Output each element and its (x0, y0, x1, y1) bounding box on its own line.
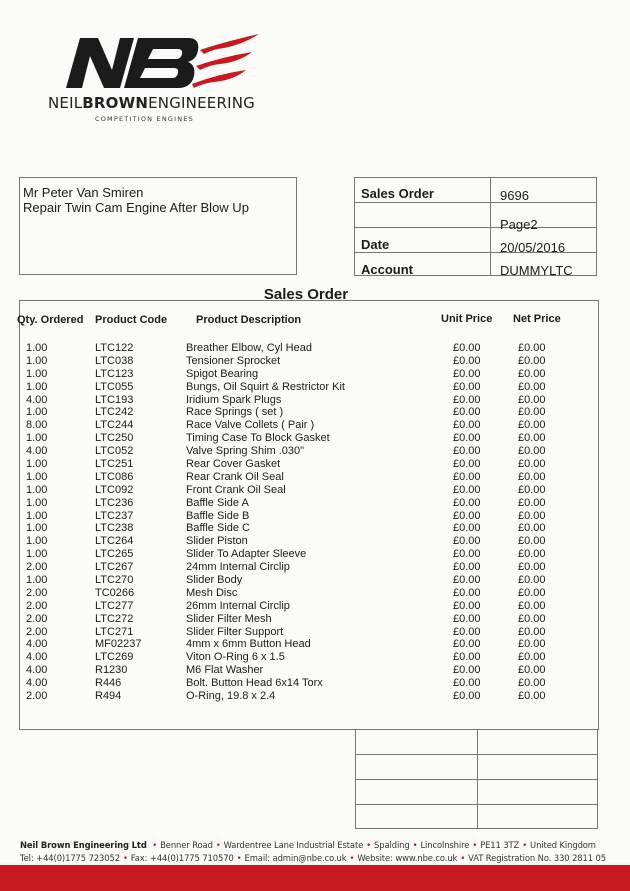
product-code-cell: R1230 (95, 664, 128, 677)
separator-dot: • (460, 853, 466, 863)
unit-price-cell: £0.00 (453, 509, 481, 522)
table-row (0, 510, 630, 523)
description-cell: Iridium Spark Plugs (186, 393, 282, 406)
unit-price-cell: £0.00 (453, 625, 481, 638)
qty-cell: 2.00 (26, 561, 48, 574)
qty-cell: 4.00 (26, 677, 48, 690)
table-row (0, 651, 630, 664)
product-code-cell: LTC250 (95, 432, 134, 445)
product-code-cell: LTC242 (95, 406, 134, 419)
footer-address-part: Lincolnshire (420, 840, 470, 850)
column-header-unit-price: Unit Price (441, 313, 493, 325)
qty-cell: 1.00 (26, 574, 48, 587)
column-header-qty: Qty. Ordered (17, 314, 84, 326)
net-price-cell: £0.00 (518, 419, 546, 432)
qty-cell: 8.00 (26, 419, 48, 432)
net-price-cell: £0.00 (518, 470, 546, 483)
table-row (0, 484, 630, 497)
product-code-cell: LTC270 (95, 574, 134, 587)
date-value: 20/05/2016 (500, 240, 566, 255)
footer-contact-part: Website: www.nbe.co.uk (357, 853, 458, 863)
page-title: Sales Order (263, 286, 349, 303)
unit-price-cell: £0.00 (453, 638, 481, 651)
description-cell: Tensioner Sprocket (186, 354, 281, 367)
description-cell: Rear Crank Oil Seal (186, 470, 284, 483)
product-code-cell: TC0266 (95, 586, 135, 599)
separator-dot: • (215, 840, 221, 850)
product-code-cell: LTC086 (95, 470, 134, 483)
account-label: Account (361, 262, 413, 277)
unit-price-cell: £0.00 (453, 483, 481, 496)
footer-contact-part: Email: admin@nbe.co.uk (244, 853, 347, 863)
qty-cell: 4.00 (26, 393, 48, 406)
unit-price-cell: £0.00 (453, 445, 481, 458)
net-price-cell: £0.00 (518, 612, 546, 625)
description-cell: Slider Piston (186, 535, 248, 548)
net-price-cell: £0.00 (518, 574, 546, 587)
table-row (0, 432, 630, 445)
date-row (355, 228, 596, 253)
net-price-cell: £0.00 (518, 690, 546, 703)
logo-letters-icon (66, 38, 198, 88)
footer-contact-part: Fax: +44(0)1775 710570 (130, 853, 234, 863)
table-row (0, 355, 630, 368)
product-code-cell: LTC038 (95, 354, 134, 367)
qty-cell: 1.00 (26, 483, 48, 496)
description-cell: Spigot Bearing (186, 367, 259, 380)
description-cell: Rear Cover Gasket (186, 458, 281, 471)
table-row (0, 445, 630, 458)
description-cell: 26mm Internal Circlip (186, 599, 290, 612)
description-cell: M6 Flat Washer (186, 664, 264, 677)
brand-name (48, 94, 255, 112)
table-row (0, 381, 630, 394)
unit-price-cell: £0.00 (453, 574, 481, 587)
net-price-cell: £0.00 (518, 496, 546, 509)
unit-price-cell: £0.00 (453, 342, 481, 354)
qty-cell: 4.00 (26, 664, 48, 677)
description-cell: Slider Filter Support (186, 625, 284, 638)
qty-cell: 2.00 (26, 586, 48, 599)
description-cell: Front Crank Oil Seal (186, 483, 286, 496)
qty-cell: 1.00 (26, 354, 48, 367)
separator-dot: • (366, 840, 372, 850)
table-row (0, 497, 630, 510)
table-row (0, 342, 630, 355)
table-row (0, 368, 630, 381)
footer-address-part: Benner Road (160, 840, 213, 850)
unit-price-cell: £0.00 (453, 393, 481, 406)
separator-dot: • (236, 853, 242, 863)
net-price-cell: £0.00 (518, 354, 546, 367)
separator-dot: • (122, 853, 128, 863)
description-cell: Viton O-Ring 6 x 1.5 (186, 651, 285, 664)
qty-cell: 4.00 (26, 651, 48, 664)
brand-tagline: COMPETITION ENGINES (95, 115, 194, 123)
product-code-cell: LTC122 (95, 342, 134, 354)
net-price-cell: £0.00 (518, 638, 546, 651)
footer-address-part: Spalding (374, 840, 410, 850)
unit-price-cell: £0.00 (453, 367, 481, 380)
net-price-cell: £0.00 (518, 458, 546, 471)
product-code-cell: LTC272 (95, 612, 134, 625)
column-header-code: Product Code (95, 314, 168, 326)
order-info-table (354, 177, 597, 276)
separator-dot: • (349, 853, 355, 863)
qty-cell: 2.00 (26, 625, 48, 638)
brand-name-bold: BROWN (82, 94, 149, 112)
table-row (0, 677, 630, 690)
unit-price-cell: £0.00 (453, 458, 481, 471)
table-row (0, 548, 630, 561)
column-header-desc: Product Description (196, 314, 302, 326)
product-code-cell: LTC277 (95, 599, 134, 612)
qty-cell: 1.00 (26, 458, 48, 471)
footer-contact-part: Tel: +44(0)1775 723052 (20, 853, 120, 863)
qty-cell: 1.00 (26, 535, 48, 548)
description-cell: Mesh Disc (186, 586, 238, 599)
qty-cell: 1.00 (26, 522, 48, 535)
product-code-cell: LTC264 (95, 535, 134, 548)
qty-cell: 4.00 (26, 445, 48, 458)
separator-dot: • (412, 840, 418, 850)
table-row (0, 394, 630, 407)
qty-cell: 1.00 (26, 432, 48, 445)
unit-price-cell: £0.00 (453, 406, 481, 419)
qty-cell: 1.00 (26, 509, 48, 522)
logo-stripes-icon (192, 34, 259, 88)
sales-order-row (355, 178, 596, 203)
unit-price-cell: £0.00 (453, 470, 481, 483)
description-cell: Bungs, Oil Squirt & Restrictor Kit (186, 380, 345, 393)
page-value: Page2 (500, 217, 538, 232)
footer-address-part: Wardentree Lane Industrial Estate (223, 840, 364, 850)
net-price-cell: £0.00 (518, 483, 546, 496)
unit-price-cell: £0.00 (453, 548, 481, 561)
account-value: DUMMYLTC (500, 263, 573, 278)
qty-cell: 2.00 (26, 612, 48, 625)
product-code-cell: LTC267 (95, 561, 134, 574)
unit-price-cell: £0.00 (453, 690, 481, 703)
table-row (0, 458, 630, 471)
description-cell: Baffle Side B (186, 509, 250, 522)
table-row (0, 561, 630, 574)
net-price-cell: £0.00 (518, 367, 546, 380)
customer-box (19, 177, 297, 275)
unit-price-cell: £0.00 (453, 664, 481, 677)
customer-name: Mr Peter Van Smiren (23, 185, 144, 200)
separator-dot: • (522, 840, 528, 850)
net-price-cell: £0.00 (518, 509, 546, 522)
table-row (0, 600, 630, 613)
net-price-cell: £0.00 (518, 445, 546, 458)
product-code-cell: LTC265 (95, 548, 134, 561)
description-cell: Slider Filter Mesh (186, 612, 272, 625)
unit-price-cell: £0.00 (453, 432, 481, 445)
net-price-cell: £0.00 (518, 599, 546, 612)
net-price-cell: £0.00 (518, 406, 546, 419)
description-cell: Slider Body (186, 574, 243, 587)
table-row (0, 522, 630, 535)
product-code-cell: LTC269 (95, 651, 134, 664)
column-header-net-price: Net Price (513, 313, 561, 325)
product-code-cell: LTC271 (95, 625, 134, 638)
description-cell: Baffle Side C (186, 522, 251, 535)
unit-price-cell: £0.00 (453, 380, 481, 393)
page-row (355, 203, 596, 232)
unit-price-cell: £0.00 (453, 651, 481, 664)
product-code-cell: LTC251 (95, 458, 134, 471)
sales-order-value: 9696 (500, 188, 529, 203)
brand-name-suffix: ENGINEERING (148, 94, 255, 112)
product-code-cell: LTC237 (95, 509, 134, 522)
qty-cell: 1.00 (26, 367, 48, 380)
description-cell: Breather Elbow, Cyl Head (186, 342, 312, 354)
product-code-cell: LTC123 (95, 367, 134, 380)
table-row (0, 587, 630, 600)
description-cell: Slider To Adapter Sleeve (186, 548, 307, 561)
footer-address-part: United Kingdom (530, 840, 596, 850)
qty-cell: 2.00 (26, 690, 48, 703)
qty-cell: 4.00 (26, 638, 48, 651)
description-cell: Baffle Side A (186, 496, 249, 509)
account-row (355, 253, 596, 276)
nbe-logo (54, 32, 264, 90)
unit-price-cell: £0.00 (453, 354, 481, 367)
table-row (0, 613, 630, 626)
unit-price-cell: £0.00 (453, 419, 481, 432)
description-cell: Bolt. Button Head 6x14 Torx (186, 677, 323, 690)
description-cell: Race Valve Collets ( Pair ) (186, 419, 315, 432)
description-cell: Valve Spring Shim .030" (186, 445, 305, 458)
footer-contact (20, 853, 606, 863)
net-price-cell: £0.00 (518, 651, 546, 664)
description-cell: 4mm x 6mm Button Head (186, 638, 311, 651)
table-row (0, 690, 630, 703)
unit-price-cell: £0.00 (453, 586, 481, 599)
items-list (0, 342, 630, 703)
qty-cell: 1.00 (26, 380, 48, 393)
unit-price-cell: £0.00 (453, 599, 481, 612)
description-cell: Timing Case To Block Gasket (186, 432, 330, 445)
footer-company: Neil Brown Engineering Ltd (20, 840, 147, 850)
unit-price-cell: £0.00 (453, 496, 481, 509)
product-code-cell: LTC055 (95, 380, 134, 393)
product-code-cell: R446 (95, 677, 122, 690)
product-code-cell: LTC052 (95, 445, 134, 458)
table-row (0, 638, 630, 651)
table-row (0, 626, 630, 639)
net-price-cell: £0.00 (518, 522, 546, 535)
qty-cell: 1.00 (26, 406, 48, 419)
net-price-cell: £0.00 (518, 561, 546, 574)
table-row (0, 471, 630, 484)
unit-price-cell: £0.00 (453, 522, 481, 535)
product-code-cell: MF02237 (95, 638, 142, 651)
footer-address-part: PE11 3TZ (480, 840, 520, 850)
product-code-cell: LTC238 (95, 522, 134, 535)
qty-cell: 1.00 (26, 496, 48, 509)
footer-red-bar (0, 865, 630, 891)
description-cell: 24mm Internal Circlip (186, 561, 290, 574)
sales-order-label: Sales Order (361, 186, 434, 201)
unit-price-cell: £0.00 (453, 677, 481, 690)
qty-cell: 1.00 (26, 342, 48, 354)
product-code-cell: LTC236 (95, 496, 134, 509)
net-price-cell: £0.00 (518, 664, 546, 677)
net-price-cell: £0.00 (518, 342, 546, 354)
net-price-cell: £0.00 (518, 677, 546, 690)
table-row (0, 419, 630, 432)
table-row (0, 574, 630, 587)
net-price-cell: £0.00 (518, 548, 546, 561)
footer-contact-part: VAT Registration No. 330 2811 05 (468, 853, 607, 863)
unit-price-cell: £0.00 (453, 561, 481, 574)
qty-cell: 1.00 (26, 548, 48, 561)
separator-dot: • (472, 840, 478, 850)
net-price-cell: £0.00 (518, 586, 546, 599)
product-code-cell: R494 (95, 690, 122, 703)
product-code-cell: LTC092 (95, 483, 134, 496)
net-price-cell: £0.00 (518, 432, 546, 445)
description-cell: O-Ring, 19.8 x 2.4 (186, 690, 276, 703)
qty-cell: 2.00 (26, 599, 48, 612)
table-row (0, 535, 630, 548)
date-label: Date (361, 237, 390, 252)
brand-name-prefix: NEIL (48, 94, 83, 112)
qty-cell: 1.00 (26, 470, 48, 483)
separator-dot: • (152, 840, 158, 850)
table-row (0, 406, 630, 419)
product-code-cell: LTC193 (95, 393, 134, 406)
footer-address (20, 840, 596, 850)
table-row (0, 664, 630, 677)
product-code-cell: LTC244 (95, 419, 134, 432)
net-price-cell: £0.00 (518, 625, 546, 638)
totals-grid (355, 729, 598, 829)
description-cell: Race Springs ( set ) (186, 406, 284, 419)
net-price-cell: £0.00 (518, 535, 546, 548)
customer-job: Repair Twin Cam Engine After Blow Up (23, 200, 249, 215)
net-price-cell: £0.00 (518, 393, 546, 406)
unit-price-cell: £0.00 (453, 535, 481, 548)
unit-price-cell: £0.00 (453, 612, 481, 625)
net-price-cell: £0.00 (518, 380, 546, 393)
